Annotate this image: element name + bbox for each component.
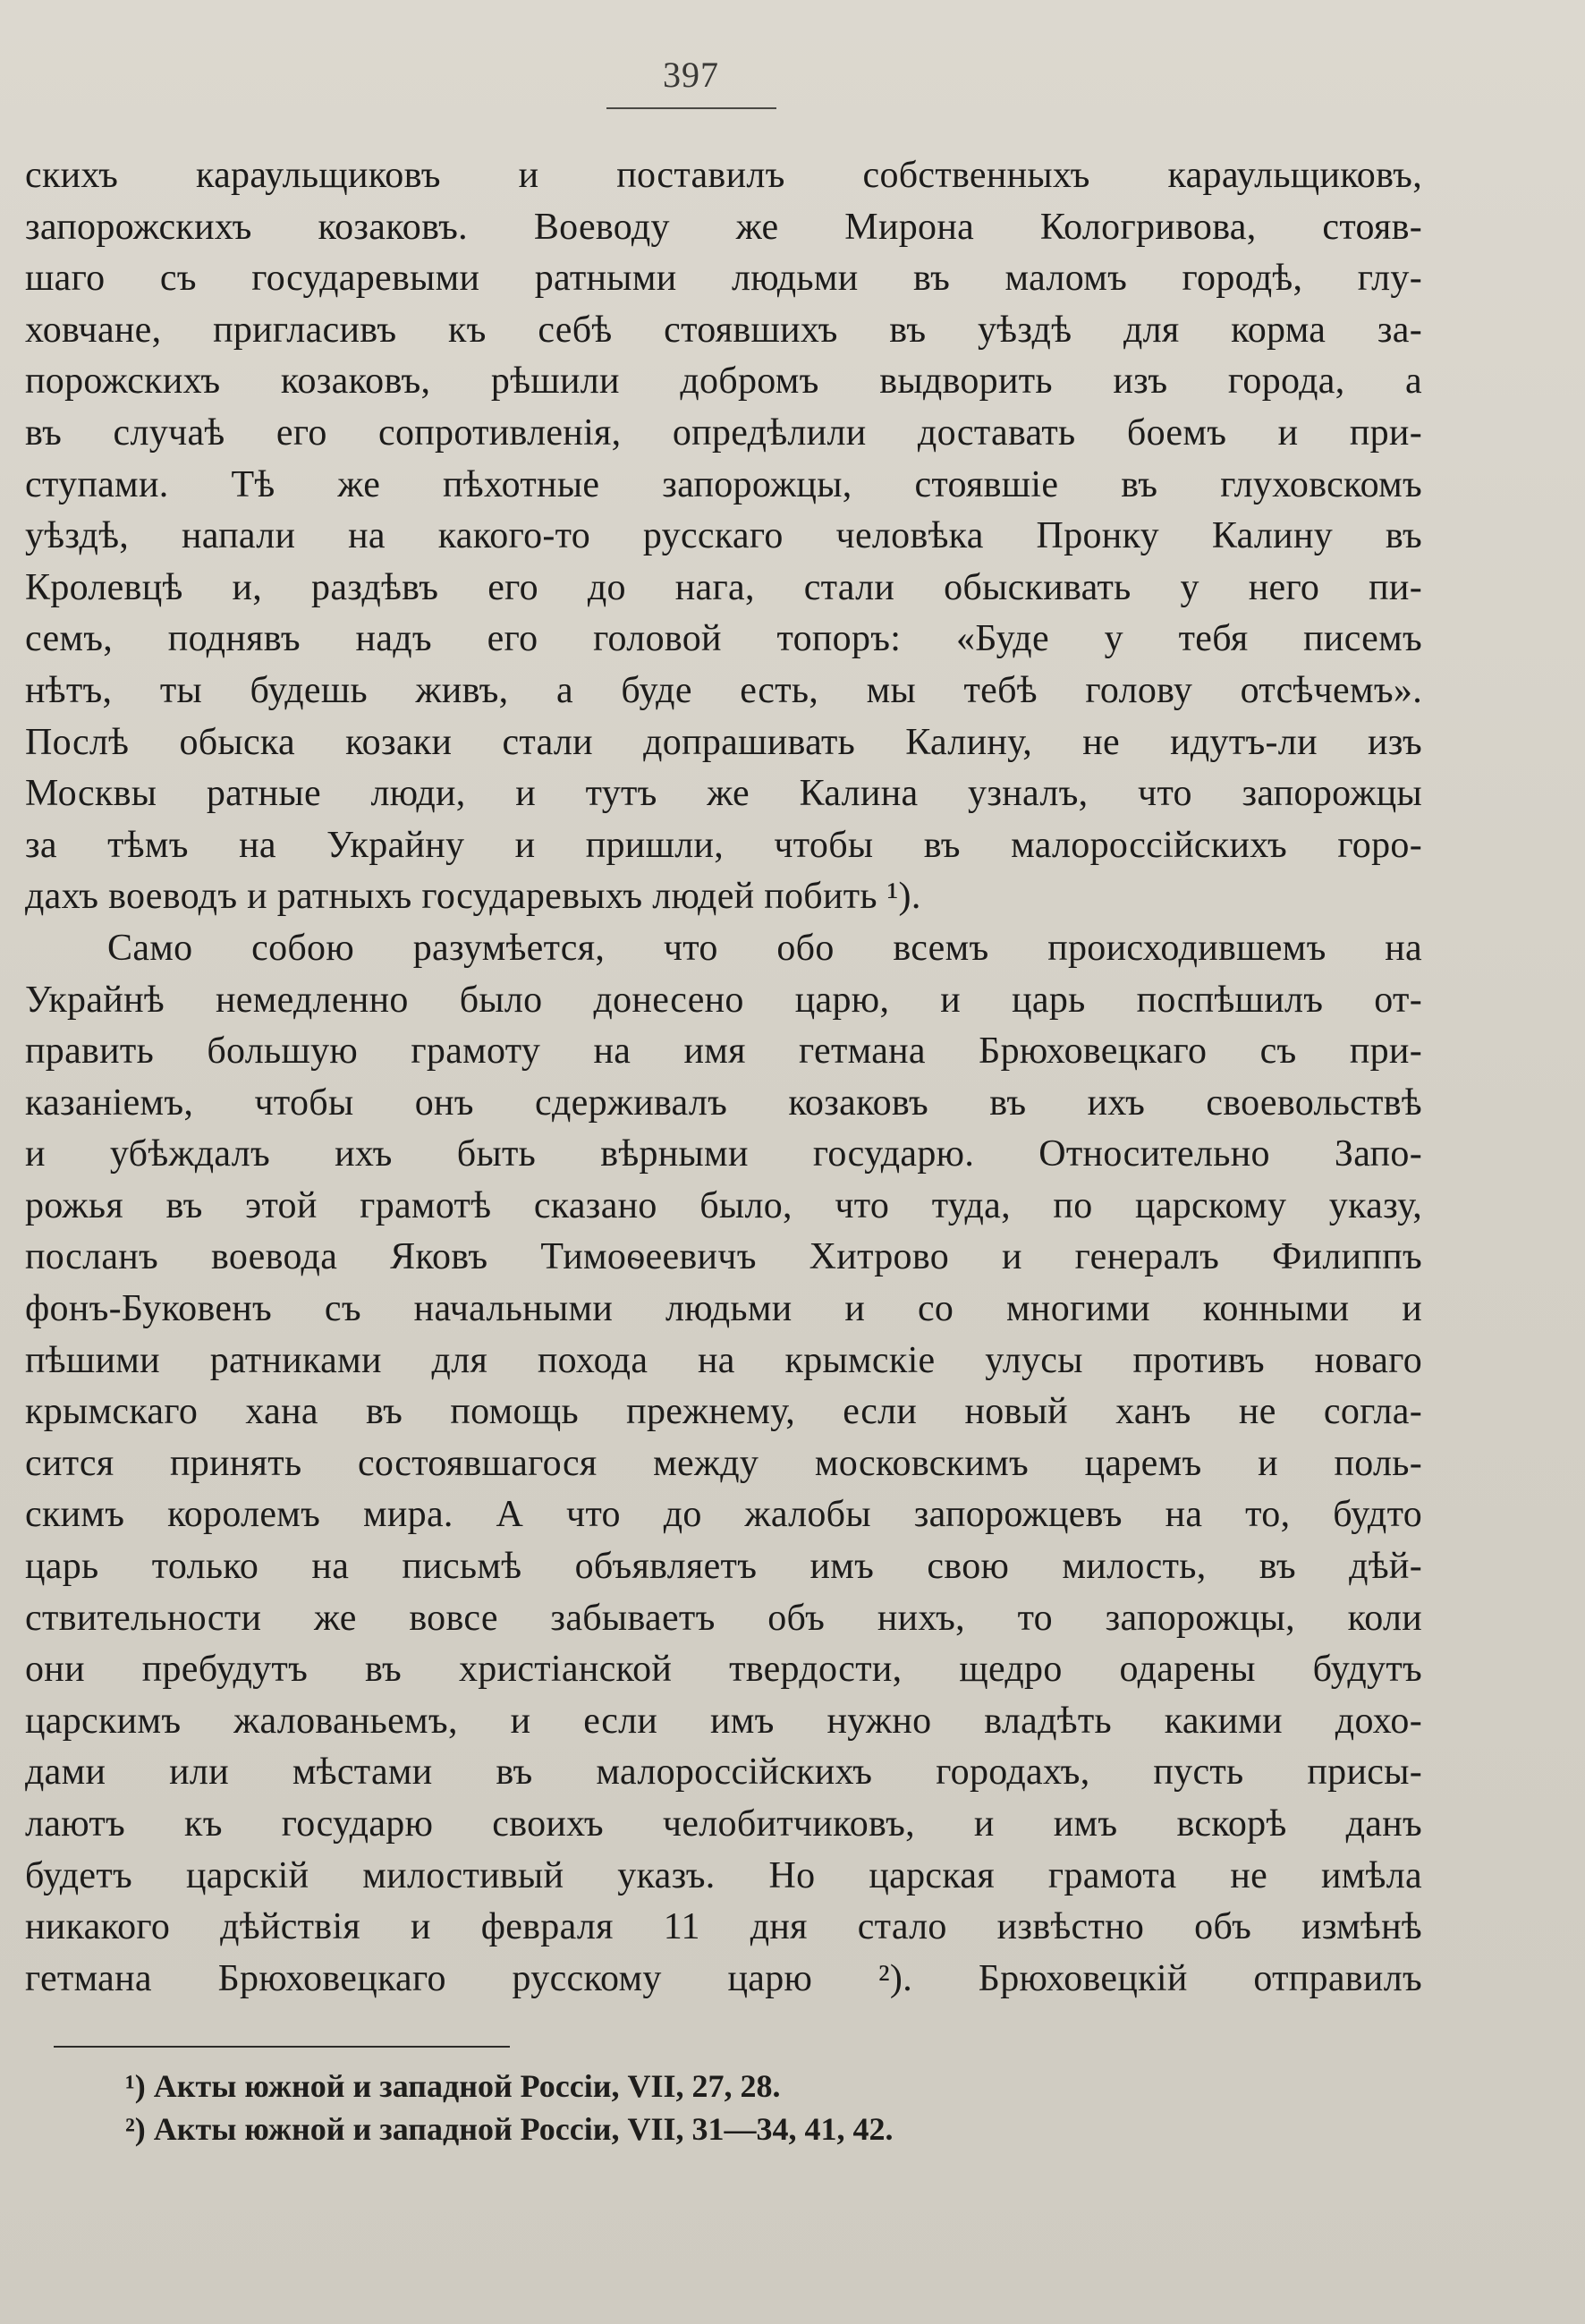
footnote: ²) Акты южной и западной Россіи, VII, 31—34, 41, 42. <box>125 2111 894 2147</box>
text-line: сится принять состоявшагося между московскимъ царемъ и поль- <box>25 1442 1422 1484</box>
text-line: и убѣждалъ ихъ быть вѣрными государю. Относительно Запо- <box>25 1133 1422 1175</box>
text-line: дахъ воеводъ и ратныхъ государевыхъ людей побить ¹). <box>25 876 921 918</box>
text-line: лаютъ къ государю своихъ челобитчиковъ, и имъ вскорѣ данъ <box>25 1803 1422 1845</box>
text-line: скихъ караульщиковъ и поставилъ собственныхъ караульщиковъ, <box>25 155 1422 196</box>
text-line: нѣтъ, ты будешь живъ, а буде есть, мы тебѣ голову отсѣчемъ». <box>25 669 1422 711</box>
text-line: Послѣ обыска козаки стали допрашивать Калину, не идутъ-ли изъ <box>25 721 1422 763</box>
text-line: крымскаго хана въ помощь прежнему, если новый ханъ не согла- <box>25 1391 1422 1433</box>
footnote: ¹) Акты южной и западной Россіи, VII, 27, 28. <box>125 2068 781 2104</box>
footnote-separator <box>54 2046 510 2048</box>
body-text <box>25 150 1422 2005</box>
text-line: Кролевцѣ и, раздѣвъ его до нага, стали обыскивать у него пи- <box>25 566 1422 608</box>
text-line: пѣшими ратниками для похода на крымскіе улусы противъ новаго <box>25 1339 1422 1381</box>
text-line: запорожскихъ козаковъ. Воеводу же Мирона Кологривова, стояв- <box>25 206 1422 248</box>
text-line: посланъ воевода Яковъ Тимоѳеевичъ Хитрово и генералъ Филиппъ <box>25 1236 1422 1278</box>
text-line: ховчане, пригласивъ къ себѣ стоявшихъ въ уѣздѣ для корма за- <box>25 309 1422 351</box>
text-line: рожья въ этой грамотѣ сказано было, что туда, по царскому указу, <box>25 1184 1422 1226</box>
text-line: никакого дѣйствія и февраля 11 дня стало извѣстно объ измѣнѣ <box>25 1906 1422 1948</box>
text-line: ступами. Тѣ же пѣхотные запорожцы, стоявшіе въ глуховскомъ <box>25 463 1422 505</box>
footnotes <box>125 2065 1199 2150</box>
text-line: за тѣмъ на Украйну и пришли, чтобы въ малороссійскихъ горо- <box>25 824 1422 866</box>
page-number: 397 <box>663 55 719 95</box>
text-line: ствительности же вовсе забываетъ объ нихъ, то запорожцы, коли <box>25 1597 1422 1639</box>
text-line: уѣздѣ, напали на какого-то русскаго человѣка Пронку Калину въ <box>25 515 1422 557</box>
text-line: Украйнѣ немедленно было донесено царю, и царь поспѣшилъ от- <box>25 979 1422 1021</box>
text-line: править большую грамоту на имя гетмана Брюховецкаго съ при- <box>25 1031 1422 1073</box>
text-line: скимъ королемъ мира. А что до жалобы запорожцевъ на то, будто <box>25 1494 1422 1536</box>
text-line: гетмана Брюховецкаго русскому царю ²). Брюховецкій отправилъ <box>25 1957 1422 1999</box>
text-line: казаніемъ, чтобы онъ сдерживалъ козаковъ въ ихъ своевольствѣ <box>25 1081 1422 1124</box>
text-line: будетъ царскій милостивый указъ. Но царская грамота не имѣла <box>25 1854 1422 1896</box>
text-line: порожскихъ козаковъ, рѣшили добромъ выдворить изъ города, а <box>25 360 1422 403</box>
text-line: Москвы ратные люди, и тутъ же Калина узналъ, что запорожцы <box>25 773 1422 815</box>
text-line: они пребудутъ въ христіанской твердости, щедро одарены будутъ <box>25 1649 1422 1691</box>
text-line: дами или мѣстами въ малороссійскихъ городахъ, пусть присы- <box>25 1751 1422 1794</box>
text-line: въ случаѣ его сопротивленія, опредѣлили доставать боемъ и при- <box>25 411 1422 454</box>
text-line: фонъ-Буковенъ съ начальными людьми и со многими конными и <box>25 1288 1422 1330</box>
text-line: Само собою разумѣется, что обо всемъ происходившемъ на <box>107 927 1422 969</box>
text-line: шаго съ государевыми ратными людьми въ маломъ городѣ, глу- <box>25 258 1422 300</box>
text-line: царь только на письмѣ объявляетъ имъ свою милость, въ дѣй- <box>25 1546 1422 1588</box>
text-line: семъ, поднявъ надъ его головой топоръ: «Буде у тебя писемъ <box>25 618 1422 660</box>
page-number-rule <box>606 107 776 109</box>
text-line: царскимъ жалованьемъ, и если имъ нужно владѣть какими дохо- <box>25 1700 1422 1742</box>
